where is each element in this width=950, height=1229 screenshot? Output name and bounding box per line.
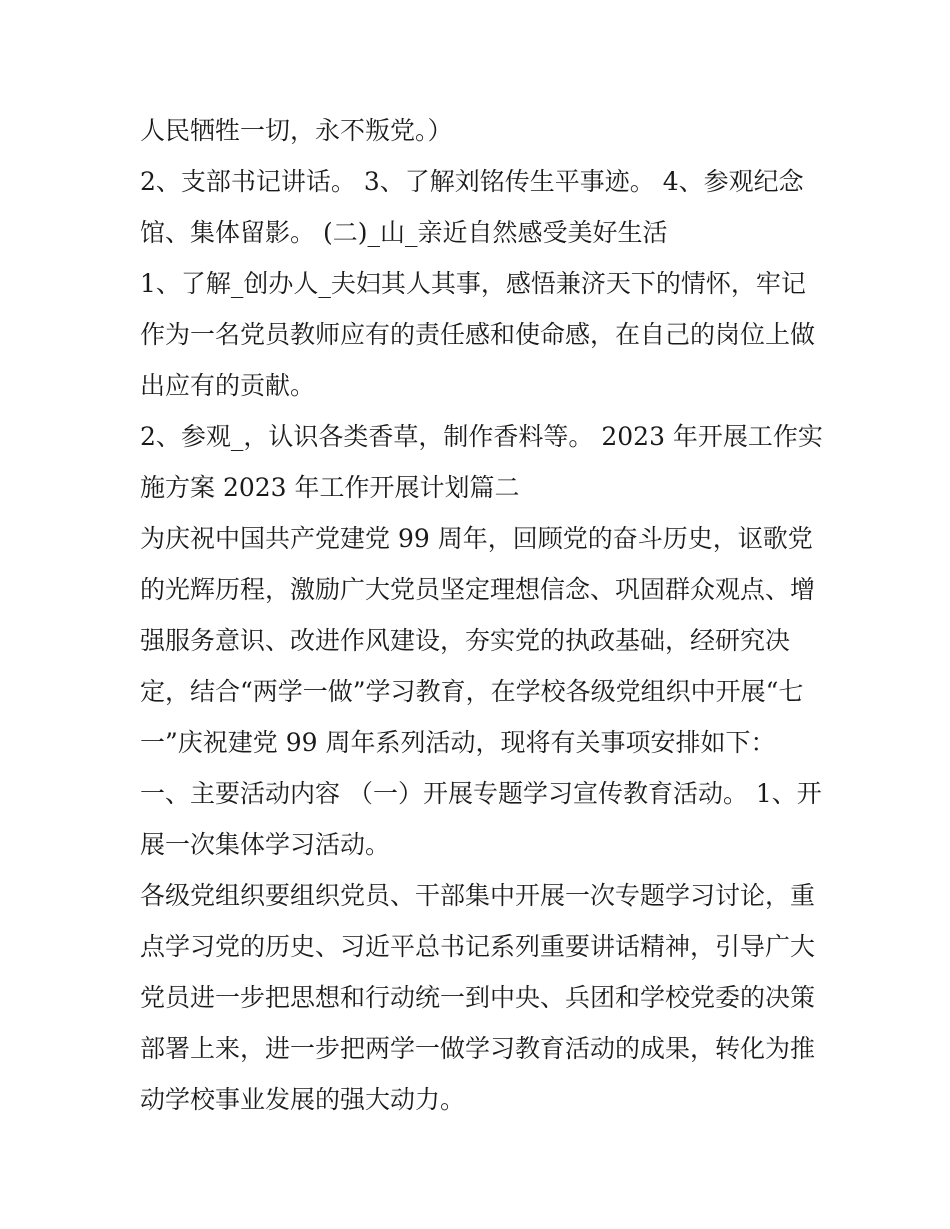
text-line-13: 一”庆祝建党 99 周年系列活动，现将有关事项安排如下： — [140, 728, 776, 757]
text-line-15: 展一次集体学习活动。 — [140, 830, 391, 859]
text-line-18: 党员进一步把思想和行动统一到中央、兵团和学校党委的决策 — [140, 983, 816, 1012]
text-line-2: 2、支部书记讲话。 3、了解刘铭传生平事迹。 4、参观纪念 — [140, 167, 804, 196]
text-line-16: 各级党组织要组织党员、干部集中开展一次专题学习讨论，重 — [140, 881, 816, 910]
text-line-12: 定，结合“两学一做”学习教育，在学校各级党组织中开展“七 — [140, 677, 804, 706]
text-line-7: 2、参观_，认识各类香草，制作香料等。 2023 年开展工作实 — [140, 422, 823, 451]
text-line-5: 作为一名党员教师应有的责任感和使命感，在自己的岗位上做 — [140, 320, 816, 349]
text-line-20: 动学校事业发展的强大动力。 — [140, 1085, 466, 1114]
text-line-9: 为庆祝中国共产党建党 99 周年，回顾党的奋斗历史，讴歌党 — [140, 524, 813, 553]
text-line-1: 人民牺牲一切，永不叛党。） — [140, 116, 453, 145]
text-line-3: 馆、集体留影。 (二)_山_亲近自然感受美好生活 — [140, 218, 668, 247]
text-line-10: 的光辉历程，激励广大党员坚定理想信念、巩固群众观点、增 — [140, 575, 816, 604]
text-line-11: 强服务意识、改进作风建设，夯实党的执政基础，经研究决 — [140, 626, 791, 655]
text-line-14: 一、主要活动内容 （一）开展专题学习宣传教育活动。 1、开 — [140, 779, 822, 808]
text-line-6: 出应有的贡献。 — [140, 371, 316, 400]
text-line-8: 施方案 2023 年工作开展计划篇二 — [140, 473, 520, 502]
text-line-17: 点学习党的历史、习近平总书记系列重要讲话精神，引导广大 — [140, 932, 816, 961]
document-body — [140, 105, 823, 1125]
text-line-19: 部署上来，进一步把两学一做学习教育活动的成果，转化为推 — [140, 1034, 816, 1063]
text-line-4: 1、了解_创办人_夫妇其人其事，感悟兼济天下的情怀，牢记 — [140, 269, 806, 298]
